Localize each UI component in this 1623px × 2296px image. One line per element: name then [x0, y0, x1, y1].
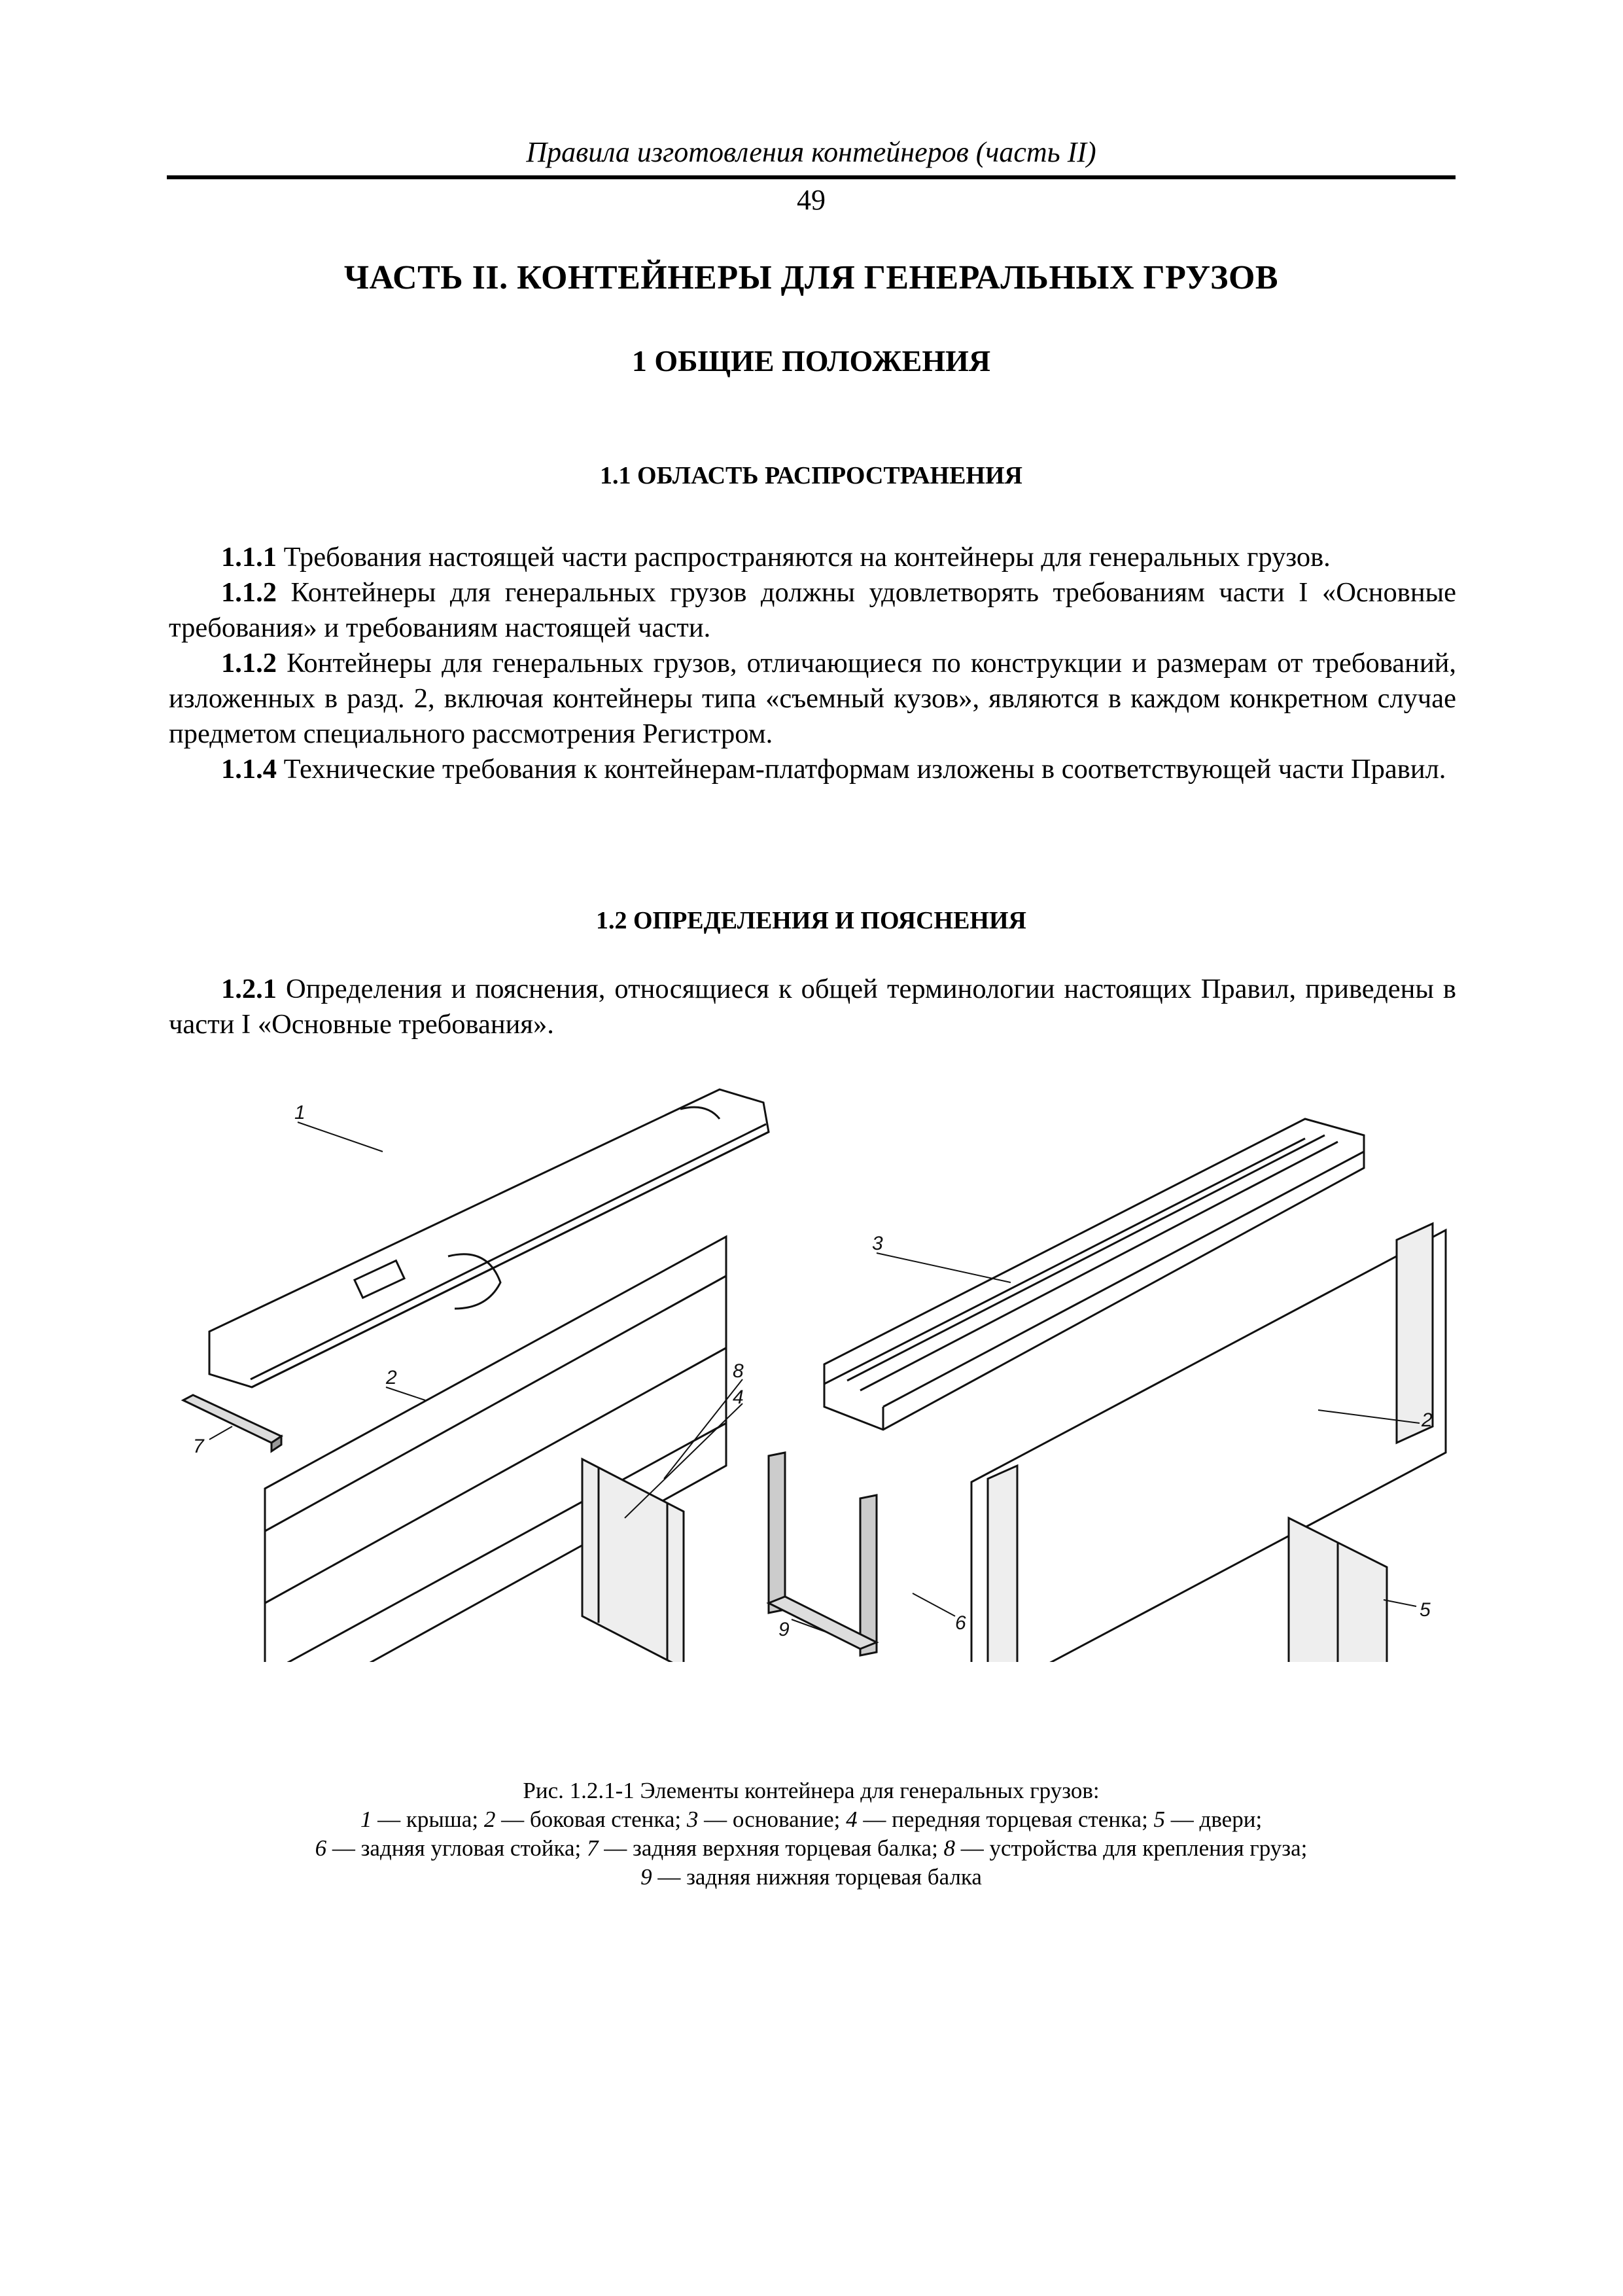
figure-label: 4 — [733, 1386, 744, 1408]
running-header: Правила изготовления контейнеров (часть II) — [526, 136, 1096, 168]
paragraph-text: Определения и пояснения, относящиеся к общей терминологии настоящих Правил, приведены в части I «Основные требования». — [169, 974, 1456, 1040]
caption-item-number: 4 — [846, 1807, 858, 1832]
paragraph-number: 1.2.1 — [221, 974, 277, 1004]
paragraph — [169, 752, 1456, 787]
caption-item-text: — боковая стенка; — [495, 1807, 687, 1832]
figure-label: 7 — [193, 1436, 204, 1457]
caption-item-number: 8 — [943, 1835, 956, 1861]
figure-label: 5 — [1420, 1599, 1431, 1621]
page-number: 49 — [797, 184, 826, 216]
figure-label: 8 — [733, 1360, 744, 1382]
figure-caption — [167, 1776, 1456, 1892]
container-elements-figure — [167, 1060, 1456, 1662]
caption-item-number: 2 — [483, 1807, 496, 1832]
figure-label: 9 — [778, 1619, 790, 1640]
header-rule — [167, 175, 1456, 179]
figure-label: 2 — [386, 1367, 397, 1388]
paragraph-text: Требования настоящей части распространяются на контейнеры для генеральных грузов. — [277, 542, 1331, 573]
caption-item-text: — задняя нижняя торцевая балка — [652, 1864, 982, 1890]
paragraph — [169, 972, 1456, 1042]
paragraph — [169, 575, 1456, 646]
caption-title: Рис. 1.2.1-1 Элементы контейнера для генеральных грузов: — [523, 1778, 1100, 1803]
figure-label: 2 — [1422, 1409, 1433, 1431]
subsection-title: 1.1 ОБЛАСТЬ РАСПРОСТРАНЕНИЯ — [600, 462, 1022, 489]
part-title: ЧАСТЬ II. КОНТЕЙНЕРЫ ДЛЯ ГЕНЕРАЛЬНЫХ ГРУЗОВ — [343, 259, 1279, 296]
paragraph-number: 1.1.2 — [221, 648, 277, 679]
figure-label: 3 — [872, 1233, 883, 1254]
subsection-body — [169, 540, 1456, 787]
caption-item-number: 6 — [315, 1835, 327, 1861]
section-title: 1 ОБЩИЕ ПОЛОЖЕНИЯ — [631, 344, 991, 378]
caption-item-text: — крыша; — [372, 1807, 484, 1832]
paragraph-number: 1.1.4 — [221, 754, 277, 785]
subsection-title: 1.2 ОПРЕДЕЛЕНИЯ И ПОЯСНЕНИЯ — [595, 907, 1026, 934]
paragraph-number: 1.1.2 — [221, 577, 277, 608]
caption-item-number: 1 — [360, 1807, 372, 1832]
caption-item-number: 9 — [640, 1864, 652, 1890]
paragraph-text: Контейнеры для генеральных грузов должны удовлетворять требованиям части I «Основные требования» и требованиям настоящей части. — [169, 577, 1456, 643]
paragraph-text: Технические требования к контейнерам-платформам изложены в соответствующей части Правил. — [277, 754, 1446, 785]
caption-line — [167, 1805, 1456, 1834]
caption-item-text: — двери; — [1165, 1807, 1263, 1832]
figure-label: 6 — [955, 1612, 966, 1634]
caption-item-text: — устройства для крепления груза; — [955, 1835, 1308, 1861]
caption-item-number: 3 — [686, 1807, 699, 1832]
paragraph — [169, 646, 1456, 752]
caption-line — [167, 1834, 1456, 1863]
caption-line — [167, 1863, 1456, 1892]
caption-item-text: — задняя угловая стойка; — [326, 1835, 587, 1861]
caption-item-text: — передняя торцевая стенка; — [857, 1807, 1154, 1832]
caption-item-text: — задняя верхняя торцевая балка; — [598, 1835, 944, 1861]
caption-item-number: 7 — [587, 1835, 599, 1861]
caption-item-number: 5 — [1153, 1807, 1166, 1832]
paragraph — [169, 540, 1456, 575]
doors-drawing — [1289, 1518, 1387, 1662]
subsection-body — [169, 972, 1456, 1042]
paragraph-number: 1.1.1 — [221, 542, 277, 573]
paragraph-text: Контейнеры для генеральных грузов, отличающиеся по конструкции и размерам от требований, изложенных в разд. 2, включая контейнеры типа «съемный кузов», являются в каждом конкретном случае предметом специального рассмотрения Регистром. — [169, 648, 1456, 749]
figure-label: 1 — [294, 1102, 305, 1123]
figure-drawing — [167, 1060, 1456, 1662]
caption-item-text: — основание; — [698, 1807, 846, 1832]
